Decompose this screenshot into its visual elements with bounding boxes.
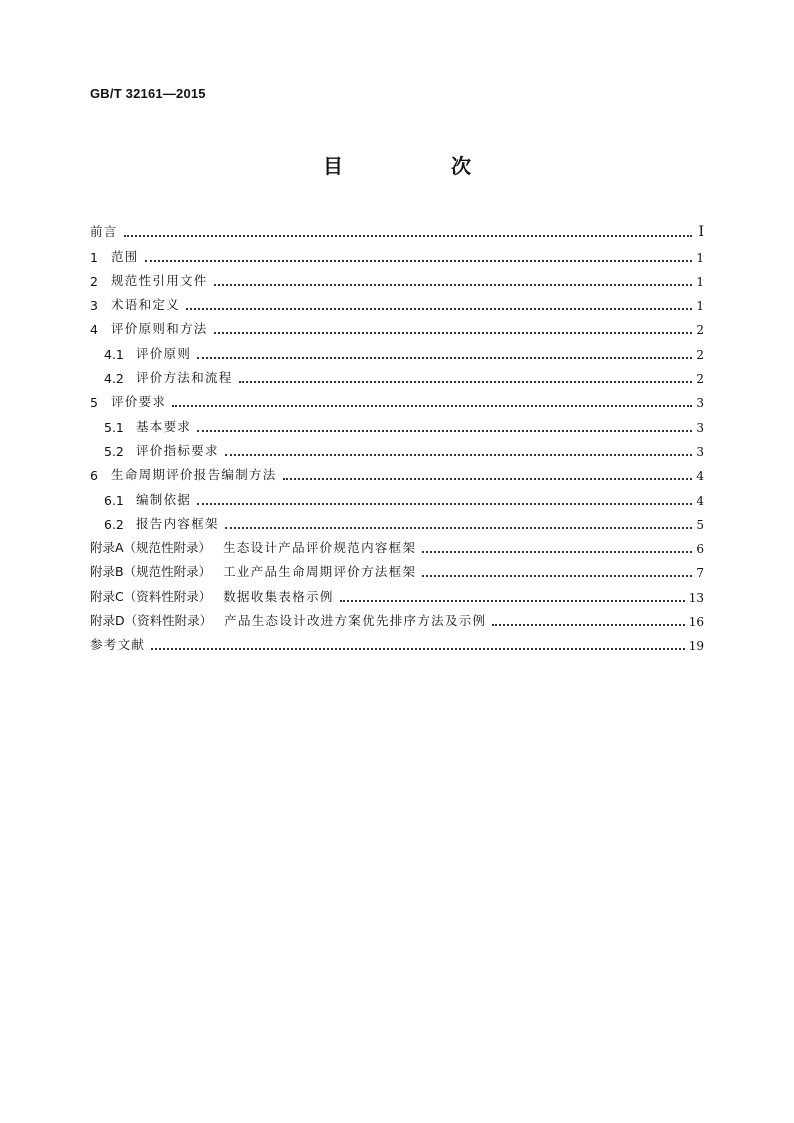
leader-dots: [225, 453, 692, 456]
document-code: GB/T 32161—2015: [90, 86, 206, 101]
toc-entry-label: 生态设计产品评价规范内容框架: [223, 540, 417, 556]
toc-entry-label: 评价指标要求: [136, 442, 219, 458]
toc-entry-number: 5.1: [104, 419, 124, 435]
leader-dots: [225, 526, 692, 529]
toc-entry-label: 评价原则和方法: [111, 321, 208, 337]
leader-dots: [214, 283, 692, 286]
toc-entry-terms[interactable]: [90, 289, 704, 313]
toc-entry-number: 4: [90, 322, 98, 338]
toc-entry-requirements[interactable]: [90, 386, 704, 410]
toc-entry-number: 6.2: [104, 516, 124, 532]
leader-dots: [186, 307, 692, 310]
toc-entry-label: 基本要求: [136, 418, 192, 434]
toc-entry-page: 2: [696, 347, 704, 362]
toc-entry-number: 5: [90, 395, 98, 411]
toc-entry-number: 附录C（资料性附录）: [90, 588, 212, 604]
toc-entry-4-1[interactable]: [90, 337, 704, 361]
toc-entry-4-2[interactable]: [90, 362, 704, 386]
toc-entry-label: 范围: [111, 248, 139, 264]
toc-entry-label: 前言: [90, 224, 118, 240]
leader-dots: [422, 574, 692, 577]
toc-entry-page: Ⅰ: [698, 224, 704, 241]
toc-entry-page: 3: [696, 420, 704, 435]
toc-entry-normative-references[interactable]: [90, 265, 704, 289]
leader-dots: [422, 550, 692, 553]
toc-entry-label: 规范性引用文件: [111, 272, 208, 288]
toc-entry-principles-methods[interactable]: [90, 313, 704, 337]
toc-entry-label: 数据收集表格示例: [223, 588, 334, 604]
toc-entry-number: 附录B（规范性附录）: [90, 564, 212, 580]
toc-entry-number: 6: [90, 468, 98, 484]
leader-dots: [239, 380, 692, 383]
toc-entry-page: 4: [696, 493, 704, 508]
leader-dots: [197, 502, 692, 505]
toc-entry-page: 16: [688, 615, 704, 630]
toc-entry-bibliography[interactable]: [90, 629, 704, 653]
toc-entry-label: 评价要求: [111, 394, 167, 410]
toc-entry-preface[interactable]: [90, 216, 704, 240]
leader-dots: [124, 234, 692, 237]
toc-entry-page: 19: [688, 639, 704, 654]
leader-dots: [197, 429, 692, 432]
toc-entry-report-method[interactable]: [90, 459, 704, 483]
toc-entry-appendix-d[interactable]: [90, 605, 704, 629]
toc-entry-label: 评价原则: [136, 345, 192, 361]
toc-entry-label: 生命周期评价报告编制方法: [111, 467, 277, 483]
toc-entry-label: 参考文献: [90, 637, 146, 653]
leader-dots: [340, 599, 685, 602]
toc-title: 目 次: [323, 154, 515, 178]
toc-entry-label: 评价方法和流程: [136, 370, 233, 386]
toc-entry-label: 工业产品生命周期评价方法框架: [223, 564, 417, 580]
toc-entry-page: 13: [688, 590, 704, 605]
toc-entry-appendix-c[interactable]: [90, 580, 704, 604]
toc-entry-number: 2: [90, 273, 98, 289]
toc-entry-5-2[interactable]: [90, 435, 704, 459]
leader-dots: [214, 331, 692, 334]
leader-dots: [145, 259, 692, 262]
toc-entry-number: 附录A（规范性附录）: [90, 540, 212, 556]
toc-entry-page: 1: [696, 250, 704, 265]
toc-entry-number: 1: [90, 249, 98, 265]
toc-entry-number: 6.1: [104, 492, 124, 508]
toc-entry-page: 2: [696, 323, 704, 338]
toc-entry-6-2[interactable]: [90, 508, 704, 532]
leader-dots: [283, 477, 692, 480]
leader-dots: [172, 404, 692, 407]
toc-entry-label: 编制依据: [136, 491, 192, 507]
toc-entry-page: 3: [696, 396, 704, 411]
toc-entry-appendix-a[interactable]: [90, 532, 704, 556]
toc-entry-label: 术语和定义: [111, 297, 181, 313]
toc-entry-number: 4.2: [104, 371, 124, 387]
toc-entry-page: 3: [696, 444, 704, 459]
toc-entry-page: 2: [696, 372, 704, 387]
toc-entry-scope[interactable]: [90, 240, 704, 264]
toc-entry-page: 4: [696, 469, 704, 484]
toc-entry-number: 3: [90, 298, 98, 314]
toc-entry-number: 5.2: [104, 443, 124, 459]
table-of-contents: [90, 216, 704, 653]
toc-entry-page: 5: [696, 517, 704, 532]
toc-entry-number: 4.1: [104, 346, 124, 362]
toc-entry-page: 1: [696, 299, 704, 314]
toc-entry-label: 报告内容框架: [136, 515, 219, 531]
toc-entry-appendix-b[interactable]: [90, 556, 704, 580]
leader-dots: [151, 647, 685, 650]
leader-dots: [197, 356, 692, 359]
toc-entry-6-1[interactable]: [90, 483, 704, 507]
toc-entry-page: 6: [696, 542, 704, 557]
toc-entry-number: 附录D（资料性附录）: [90, 613, 213, 629]
toc-entry-page: 7: [696, 566, 704, 581]
toc-entry-label: 产品生态设计改进方案优先排序方法及示例: [224, 613, 487, 629]
toc-entry-5-1[interactable]: [90, 410, 704, 434]
leader-dots: [492, 623, 684, 626]
toc-entry-page: 1: [696, 274, 704, 289]
